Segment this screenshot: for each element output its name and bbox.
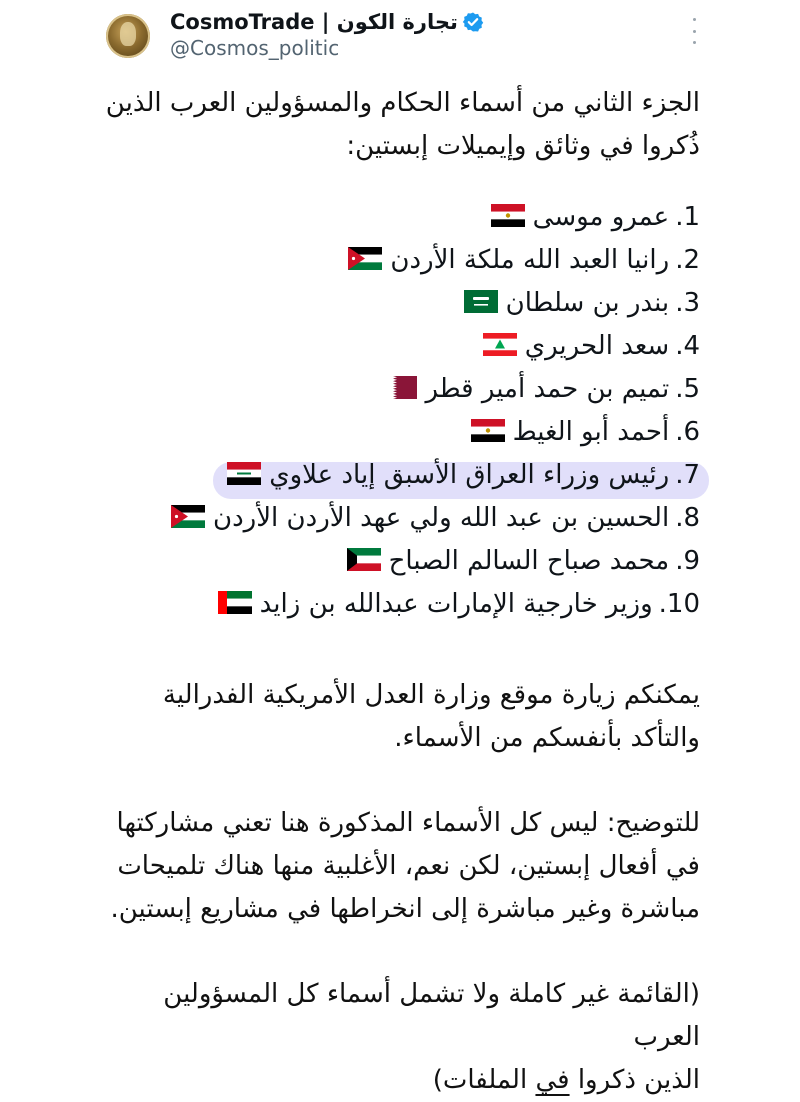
list-item: [90, 411, 700, 454]
para3-line-2: [90, 1059, 700, 1102]
para2-line-3: مباشرة وغير مباشرة إلى انخراطها في مشاريع إبستين.: [110, 894, 700, 924]
item-number: 1.: [675, 202, 700, 232]
item-number: 4.: [675, 331, 700, 361]
list-item: [90, 239, 700, 282]
list-item: [90, 454, 700, 497]
para3-line-1: (القائمة غير كاملة ولا تشمل أسماء كل المسؤولين العرب: [163, 979, 700, 1052]
list-item: [90, 325, 700, 368]
item-text: تميم بن حمد أمير قطر: [425, 374, 670, 404]
item-number: 9.: [675, 546, 700, 576]
intro-text: [90, 82, 700, 168]
para3-underlined-word: في: [535, 1065, 570, 1095]
jordan-flag-icon: [348, 247, 382, 270]
item-number: 8.: [675, 503, 700, 533]
para2-line-1: للتوضيح: ليس كل الأسماء المذكورة هنا تعني مشاركتها: [116, 808, 700, 838]
paragraph-visit-site: [90, 674, 700, 760]
list-item: [90, 196, 700, 239]
list-item: [90, 497, 700, 540]
item-text: بندر بن سلطان: [505, 288, 670, 318]
name-row[interactable]: [170, 8, 484, 36]
list-item: [90, 540, 700, 583]
item-text: رئيس وزراء العراق الأسبق إياد علاوي: [269, 460, 670, 490]
egypt-flag-icon: [471, 419, 505, 442]
jordan-flag-icon: [171, 505, 205, 528]
kuwait-flag-icon: [347, 548, 381, 571]
iraq-flag-icon: [227, 462, 261, 485]
item-text: أحمد أبو الغيط: [512, 417, 670, 447]
list-item: [90, 282, 700, 325]
lebanon-flag-icon: [483, 333, 517, 356]
saudi-flag-icon: [464, 290, 498, 313]
intro-line-1: الجزء الثاني من أسماء الحكام والمسؤولين العرب الذين: [105, 88, 700, 118]
item-number: 7.: [675, 460, 700, 490]
handle[interactable]: @Cosmos_politic: [170, 36, 340, 60]
item-number: 10.: [658, 589, 700, 619]
verified-badge-icon: [462, 11, 484, 33]
item-number: 3.: [675, 288, 700, 318]
para3-line-2-end: الملفات): [432, 1065, 536, 1095]
display-name[interactable]: CosmoTrade | تجارة الكون: [170, 10, 458, 34]
item-number: 2.: [675, 245, 700, 275]
item-number: 5.: [675, 374, 700, 404]
item-text: الحسين بن عبد الله ولي عهد الأردن الأردن: [212, 503, 670, 533]
para1-line-1: يمكنكم زيارة موقع وزارة العدل الأمريكية الفدرالية: [162, 680, 700, 710]
tweet-header: [0, 0, 800, 80]
qatar-flag-icon: [383, 376, 417, 399]
item-text: محمد صباح السالم الصباح: [388, 546, 670, 576]
para1-line-2: والتأكد بأنفسكم من الأسماء.: [394, 723, 700, 753]
para3-line-2-start: الذين ذكروا: [569, 1065, 700, 1095]
uae-flag-icon: [218, 591, 252, 614]
names-list: [90, 196, 700, 626]
item-text: رانيا العبد الله ملكة الأردن: [390, 245, 670, 275]
paragraph-clarification: [90, 802, 700, 931]
item-text: سعد الحريري: [524, 331, 670, 361]
egypt-flag-icon: [491, 204, 525, 227]
item-number: 6.: [675, 417, 700, 447]
item-text: عمرو موسى: [532, 202, 670, 232]
avatar[interactable]: [106, 14, 150, 58]
list-item: [90, 583, 700, 626]
list-item: [90, 368, 700, 411]
intro-line-2: ذُكروا في وثائق وإيميلات إبستين:: [346, 131, 700, 161]
paragraph-list-note: [90, 973, 700, 1102]
para2-line-2: في أفعال إبستين، لكن نعم، الأغلبية منها هناك تلميحات: [117, 851, 700, 881]
item-text: وزير خارجية الإمارات عبدالله بن زايد: [259, 589, 653, 619]
more-options-icon[interactable]: [690, 18, 698, 44]
